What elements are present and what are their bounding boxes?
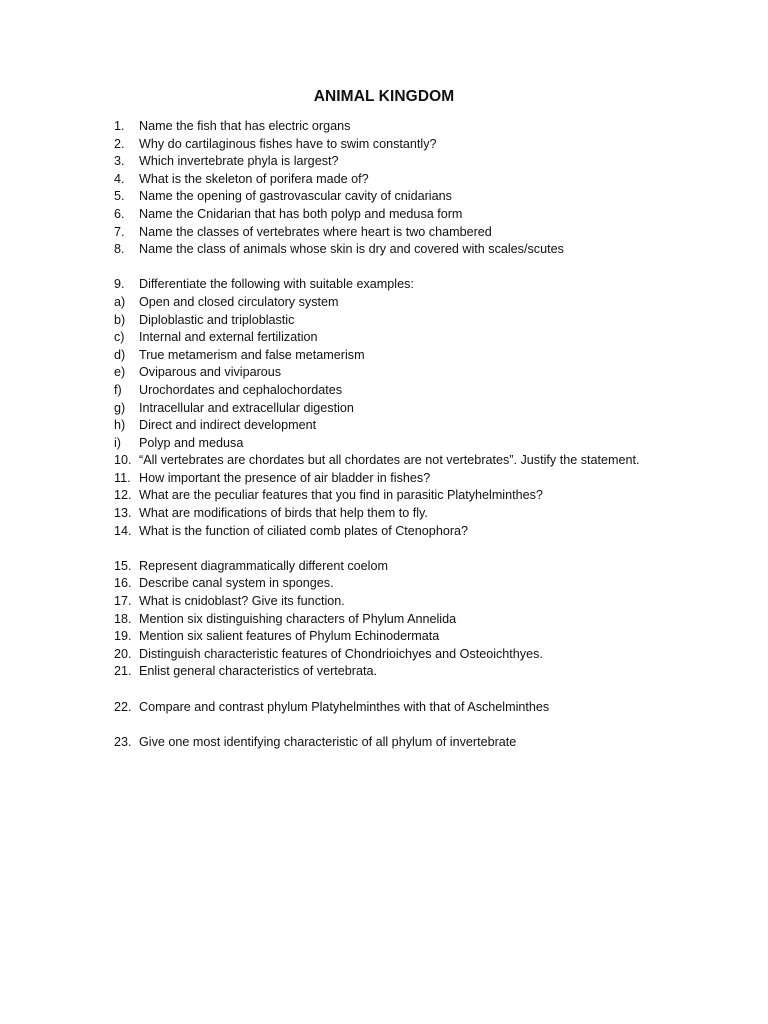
question-number: 13. bbox=[114, 506, 132, 521]
question-number: f) bbox=[114, 382, 122, 397]
question-number: b) bbox=[114, 312, 126, 327]
question-number: 17. bbox=[114, 594, 132, 609]
question-number: g) bbox=[114, 400, 126, 415]
question-text: Mention six salient features of Phylum Echinodermata bbox=[139, 629, 440, 644]
question-number: d) bbox=[114, 347, 126, 362]
question-text: What is the function of ciliated comb plates of Ctenophora? bbox=[139, 523, 469, 538]
question-text: What is the skeleton of porifera made of? bbox=[139, 171, 369, 186]
question-number: 20. bbox=[114, 646, 132, 661]
question-number: 14. bbox=[114, 523, 132, 538]
question-number: i) bbox=[114, 435, 121, 450]
question-item bbox=[114, 505, 714, 523]
question-number: 16. bbox=[114, 576, 132, 591]
question-number: 22. bbox=[114, 699, 132, 714]
question-text: How important the presence of air bladder in fishes? bbox=[139, 470, 431, 485]
question-number: 6. bbox=[114, 206, 125, 221]
question-text: Polyp and medusa bbox=[139, 435, 244, 450]
paragraph-gap bbox=[114, 716, 714, 734]
question-text: Direct and indirect development bbox=[139, 418, 317, 433]
question-item bbox=[114, 241, 714, 259]
question-text: Internal and external fertilization bbox=[139, 330, 318, 345]
question-number: 15. bbox=[114, 558, 132, 573]
question-item bbox=[114, 276, 714, 294]
question-text: Which invertebrate phyla is largest? bbox=[139, 154, 339, 169]
question-item bbox=[114, 558, 714, 576]
question-text: Differentiate the following with suitable examples: bbox=[139, 277, 414, 292]
question-item bbox=[114, 153, 714, 171]
question-item bbox=[114, 575, 714, 593]
question-item bbox=[114, 171, 714, 189]
question-text: Describe canal system in sponges. bbox=[139, 576, 334, 591]
question-text: Name the fish that has electric organs bbox=[139, 119, 351, 133]
question-item bbox=[114, 118, 714, 136]
question-text: Name the class of animals whose skin is dry and covered with scales/scutes bbox=[139, 242, 564, 257]
question-item bbox=[114, 329, 714, 347]
question-number: 21. bbox=[114, 664, 132, 679]
question-text: Why do cartilaginous fishes have to swim constantly? bbox=[139, 136, 437, 151]
question-item bbox=[114, 206, 714, 224]
question-item bbox=[114, 452, 714, 470]
question-item bbox=[114, 487, 714, 505]
question-number: e) bbox=[114, 365, 126, 380]
question-item bbox=[114, 628, 714, 646]
question-number: 1. bbox=[114, 119, 125, 133]
question-item bbox=[114, 224, 714, 242]
question-item bbox=[114, 593, 714, 611]
question-number: 8. bbox=[114, 242, 125, 257]
question-item bbox=[114, 400, 714, 418]
question-number: 2. bbox=[114, 136, 125, 151]
question-text: Urochordates and cephalochordates bbox=[139, 382, 343, 397]
question-number: 4. bbox=[114, 171, 125, 186]
question-item bbox=[114, 734, 714, 752]
question-number: 12. bbox=[114, 488, 132, 503]
question-item bbox=[114, 523, 714, 541]
question-item bbox=[114, 294, 714, 312]
question-text: Give one most identifying characteristic of all phylum of invertebrate bbox=[139, 734, 517, 749]
question-text: What are modifications of birds that help them to fly. bbox=[139, 506, 428, 521]
question-item bbox=[114, 312, 714, 330]
question-text: True metamerism and false metamerism bbox=[139, 347, 365, 362]
question-list bbox=[114, 118, 714, 751]
paragraph-gap bbox=[114, 540, 714, 558]
question-text: “All vertebrates are chordates but all chordates are not vertebrates”. Justify the statement. bbox=[139, 453, 640, 468]
question-item bbox=[114, 611, 714, 629]
question-item bbox=[114, 663, 714, 681]
paragraph-gap bbox=[114, 259, 714, 277]
question-item bbox=[114, 382, 714, 400]
question-number: 10. bbox=[114, 453, 132, 468]
question-text: What is cnidoblast? Give its function. bbox=[139, 594, 345, 609]
question-item bbox=[114, 646, 714, 664]
question-text: Name the classes of vertebrates where heart is two chambered bbox=[139, 224, 492, 239]
question-text: Enlist general characteristics of vertebrata. bbox=[139, 664, 377, 679]
question-item bbox=[114, 364, 714, 382]
question-text: Name the Cnidarian that has both polyp and medusa form bbox=[139, 206, 463, 221]
question-number: h) bbox=[114, 418, 126, 433]
question-text: Open and closed circulatory system bbox=[139, 294, 339, 309]
question-number: 5. bbox=[114, 189, 125, 204]
question-item bbox=[114, 699, 714, 717]
question-item bbox=[114, 136, 714, 154]
question-item bbox=[114, 417, 714, 435]
question-number: 3. bbox=[114, 154, 125, 169]
question-number: 23. bbox=[114, 734, 132, 749]
question-text: Name the opening of gastrovascular cavity of cnidarians bbox=[139, 189, 452, 204]
question-number: c) bbox=[114, 330, 125, 345]
page-title: ANIMAL KINGDOM bbox=[313, 88, 455, 105]
question-item bbox=[114, 347, 714, 365]
question-text: What are the peculiar features that you find in parasitic Platyhelminthes? bbox=[139, 488, 543, 503]
paragraph-gap bbox=[114, 681, 714, 699]
question-item bbox=[114, 470, 714, 488]
question-number: 7. bbox=[114, 224, 125, 239]
question-text: Mention six distinguishing characters of Phylum Annelida bbox=[139, 611, 457, 626]
question-text: Represent diagrammatically different coelom bbox=[139, 558, 388, 573]
question-text: Diploblastic and triploblastic bbox=[139, 312, 295, 327]
question-item bbox=[114, 188, 714, 206]
question-text: Intracellular and extracellular digestion bbox=[139, 400, 354, 415]
question-text: Compare and contrast phylum Platyhelminthes with that of Aschelminthes bbox=[139, 699, 550, 714]
question-number: 11. bbox=[114, 470, 131, 485]
question-number: a) bbox=[114, 294, 126, 309]
question-item bbox=[114, 435, 714, 453]
question-text: Distinguish characteristic features of Chondrioichyes and Osteoichthyes. bbox=[139, 646, 543, 661]
question-number: 18. bbox=[114, 611, 132, 626]
question-number: 19. bbox=[114, 629, 132, 644]
question-text: Oviparous and viviparous bbox=[139, 365, 282, 380]
question-number: 9. bbox=[114, 277, 125, 292]
